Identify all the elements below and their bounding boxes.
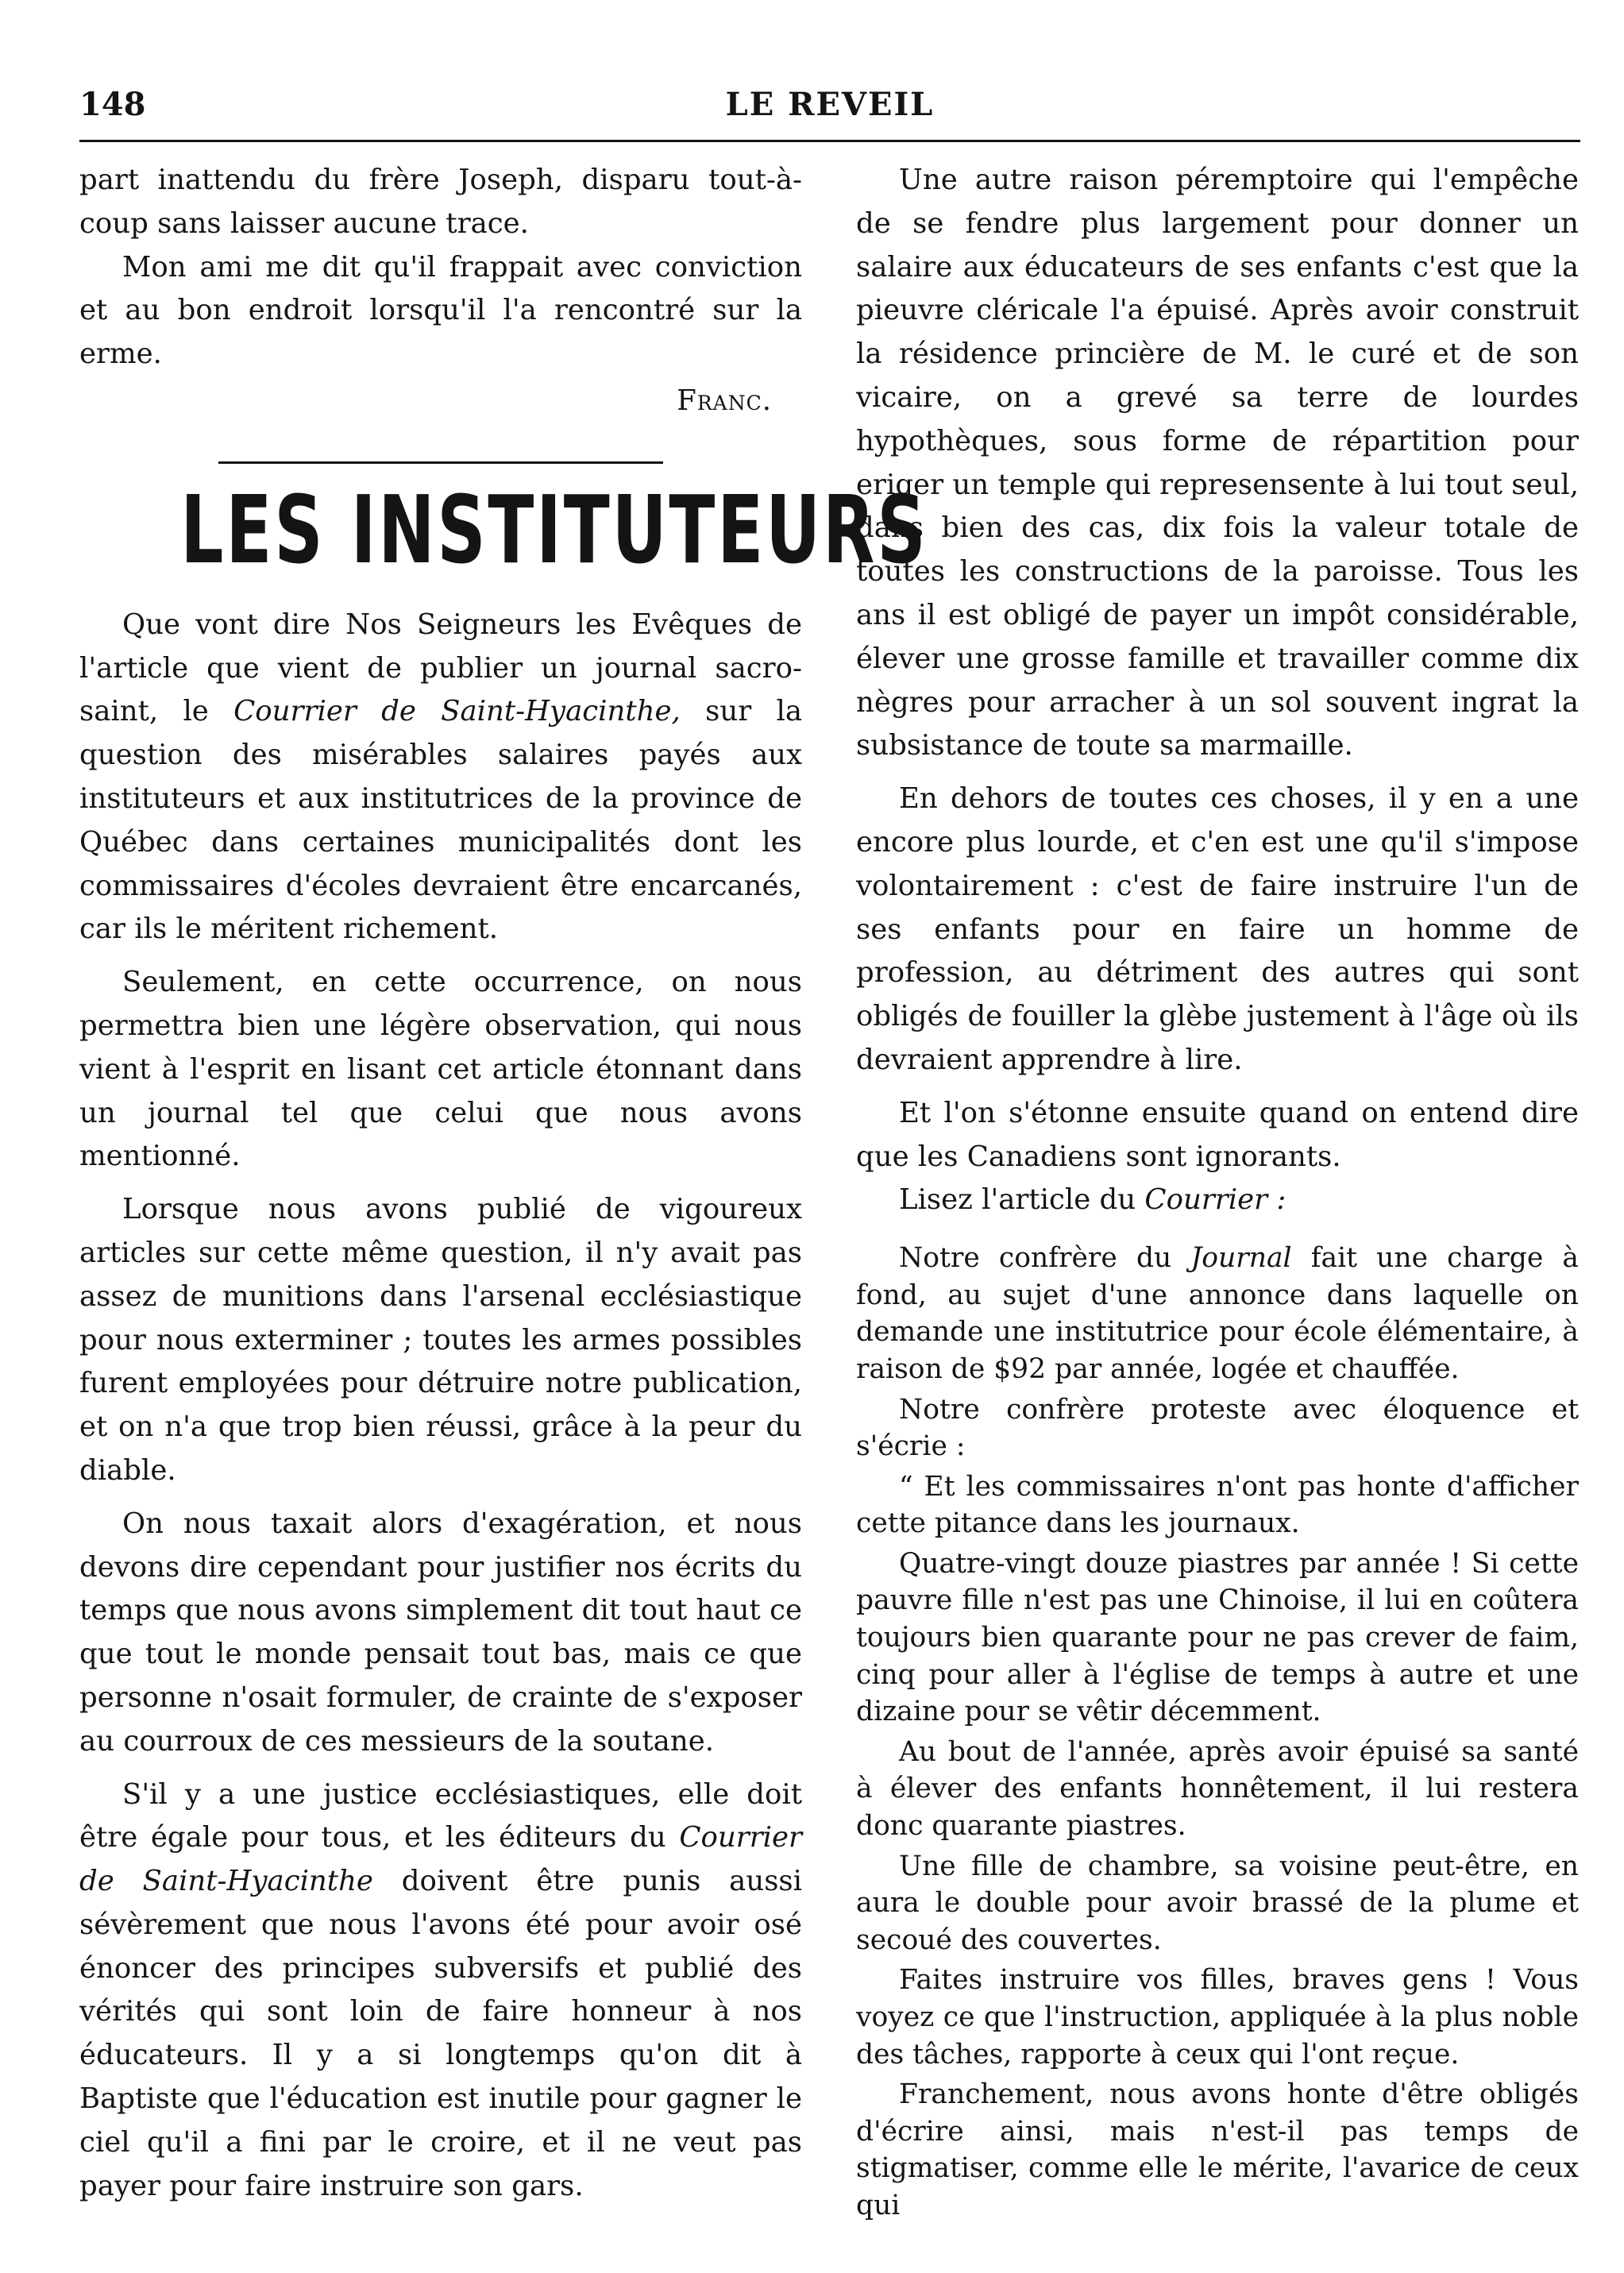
- header-rule: [79, 140, 1580, 142]
- newspaper-name: Journal: [1190, 1242, 1292, 1275]
- text-run: S'il y a une justice ecclésiastiques, elle doit être égale pour tous, et les éditeurs du: [79, 1777, 802, 1854]
- text-run: Lisez l'article du: [899, 1183, 1145, 1217]
- quote-paragraph: “ Et les commissaires n'ont pas honte d'afficher cette pitance dans les journaux.: [856, 1470, 1579, 1540]
- continued-paragraph: part inattendu du frère Joseph, disparu tout-à-coup sans laisser aucune trace.: [79, 164, 802, 240]
- article-paragraph: Une autre raison péremptoire qui l'empêche de se fendre plus largement pour donner un salaire aux éducateurs de ses enfants c'est que la pieuvre cléricale l'a épuisé. Après avoir construit la résidence princière de M. le curé et de son vicaire, on a grevé sa terre de lourdes hypothèques, sous forme de répartition pour eriger un temple qui represensente à lui tout seul, dans bien des cas, dix fois la valeur totale de toutes les constructions de la paroisse. Tous les ans il est obligé de payer un impôt considérable, élever une grosse famille et travailler comme dix nègres pour arracher à un sol souvent ingrat la subsistance de toute sa marmaille.: [856, 164, 1579, 762]
- article-paragraph: Lorsque nous avons publié de vigoureux articles sur cette même question, il n'y avait pas assez de munitions dans l'arsenal ecclésiastique pour nous exterminer ; toutes les armes possibles furent employées pour détruire notre publication, et on n'a que trop bien réussi, grâce à la peur du diable.: [79, 1193, 802, 1487]
- article-headline: LES INSTITUTEURS: [180, 474, 928, 585]
- article-paragraph: [79, 604, 802, 951]
- quote-paragraph: Au bout de l'année, après avoir épuisé sa santé à élever des enfants honnêtement, il lui restera donc quarante piastres.: [856, 1735, 1579, 1843]
- article-paragraph: Seulement, en cette occurrence, on nous permettra bien une légère observation, qui nous vient à l'esprit en lisant cet article étonnant dans un journal tel que celui que nous avons mentionné.: [79, 966, 802, 1173]
- page-number: 148: [79, 86, 146, 123]
- article-paragraph: En dehors de toutes ces choses, il y en a une encore plus lourde, et c'en est une qu'il s'impose volontairement : c'est de faire instruire l'un de ses enfants pour en faire un homme de profession, au détriment des autres qui sont obligés de fouiller la glèbe justement à l'âge où ils devraient apprendre à lire.: [856, 782, 1579, 1076]
- text-run: sur la question des misérables salaires payés aux instituteurs et aux institutrices de la province de Québec dans certaines municipalités dont les commissaires d'écoles devraient être encarcanés, car ils le méritent richement.: [79, 695, 802, 946]
- paragraph: Mon ami me dit qu'il frappait avec conviction et au bon endroit lorsqu'il l'a rencontré sur la erme.: [79, 250, 802, 371]
- newspaper-name: Courrier de Saint-Hyacinthe,: [233, 695, 681, 728]
- text-run: fait une charge à fond, au sujet d'une annonce dans laquelle on demande une institutrice pour école élémentaire, à raison de $92 par année, logée et chauffée.: [856, 1242, 1579, 1385]
- quote-paragraph: Franchement, nous avons honte d'être obligés d'écrire ainsi, mais n'est-il pas temps de stigmatiser, comme elle le mérite, l'avarice de ceux qui: [856, 2078, 1579, 2221]
- running-title: LE REVEIL: [725, 86, 935, 123]
- quote-paragraph: [856, 1240, 1579, 1387]
- article-paragraph: [79, 1773, 802, 2209]
- article-paragraph: On nous taxait alors d'exagération, et nous devons dire cependant pour justifier nos écrits du temps que nous avons simplement dit tout haut ce que tout le monde pensait tout bas, mais ce que personne n'osait formuler, de crainte de s'exposer au courroux de ces messieurs de la soutane.: [79, 1507, 802, 1758]
- article-separator: [218, 461, 663, 464]
- article-paragraph: [856, 1179, 1579, 1222]
- page-header: [79, 86, 1580, 133]
- quote-paragraph: Notre confrère proteste avec éloquence et s'écrie :: [856, 1393, 1579, 1463]
- right-column: [856, 159, 1579, 2225]
- quote-paragraph: Une fille de chambre, sa voisine peut-être, en aura le double pour avoir brassé de la plume et secoué des couvertes.: [856, 1850, 1579, 1956]
- text-run: Notre confrère du: [899, 1242, 1191, 1275]
- article-paragraph: Et l'on s'étonne ensuite quand on entend dire que les Canadiens sont ignorants.: [856, 1096, 1579, 1173]
- quoted-article: [856, 1240, 1579, 2224]
- signature: Franc.: [677, 384, 772, 417]
- newspaper-name: Courrier de Saint-Hyacinthe: [79, 1821, 802, 1898]
- text-run: doivent être punis aussi sévèrement que nous l'avons été pour avoir osé énoncer des principes subversifs et publié des vérités qui sont loin de faire honneur à nos éducateurs. Il y a si longtemps qu'on dit à Baptiste que l'éducation est inutile pour gagner le ciel qu'il a fini par le croire, et il ne veut pas payer pour faire instruire son gars.: [79, 1865, 802, 2202]
- quote-paragraph: Faites instruire vos filles, braves gens ! Vous voyez ce que l'instruction, appliquée à la plus noble des tâches, rapporte à ceux qui l'ont reçue.: [856, 1964, 1579, 2070]
- left-column: [79, 159, 928, 2208]
- newspaper-name: Courrier :: [1144, 1183, 1286, 1217]
- text-run: Que vont dire Nos Seigneurs les Evêques de l'article que vient de publier un journal sacro-saint, le: [79, 608, 802, 728]
- quote-paragraph: Quatre-vingt douze piastres par année ! Si cette pauvre fille n'est pas une Chinoise, il lui en coûtera toujours bien quarante pour ne pas crever de faim, cinq pour aller à l'église de temps à autre et une dizaine pour se vêtir décemment.: [856, 1547, 1579, 1728]
